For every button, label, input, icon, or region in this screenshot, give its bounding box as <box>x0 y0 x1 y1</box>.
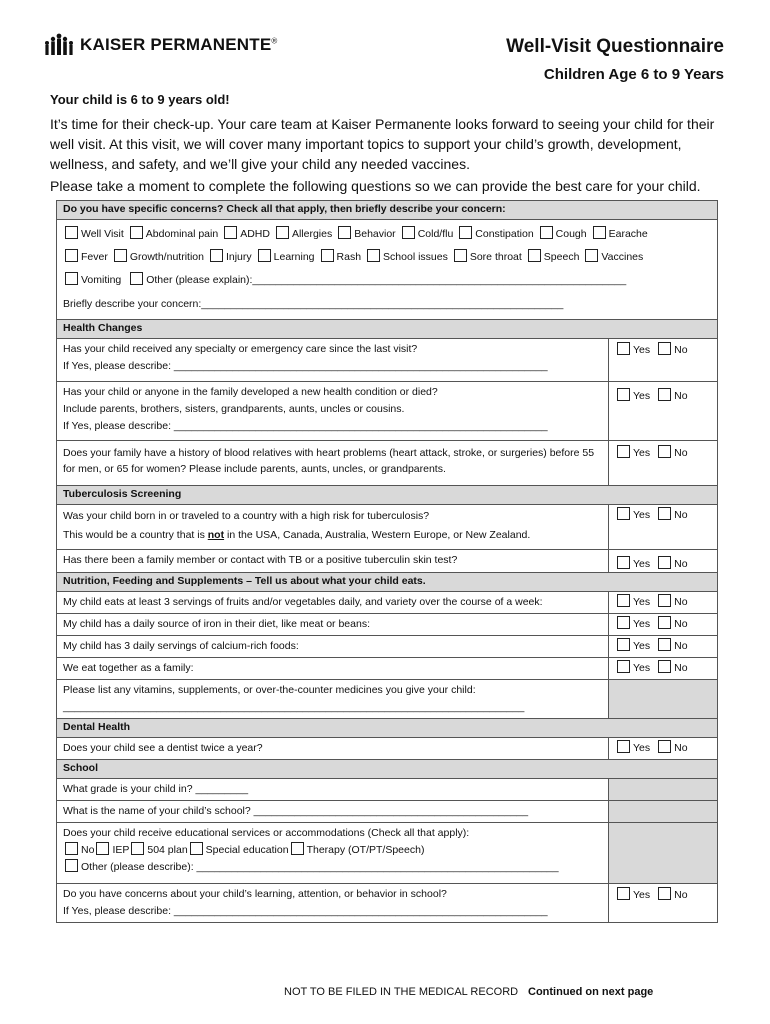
checkbox-icon[interactable] <box>367 249 380 262</box>
specialty-care-describe-field[interactable]: If Yes, please describe: ________________________________________________________________ <box>63 360 548 372</box>
yes-no-group <box>609 592 718 614</box>
question-iron-source: My child has a daily source of iron in their diet, like meat or beans: <box>63 618 370 630</box>
no-option[interactable] <box>656 596 687 608</box>
checkbox-yes-icon[interactable] <box>617 594 630 607</box>
yes-no-group <box>609 339 718 382</box>
learning-concerns-describe-field[interactable]: If Yes, please describe: ________________________________________________________________ <box>63 905 548 917</box>
yes-no-group <box>609 884 718 923</box>
yes-no-group <box>609 550 718 573</box>
checkbox-other-concern[interactable] <box>130 272 143 285</box>
option-label: Speech <box>543 251 580 263</box>
option-vaccines[interactable] <box>583 251 643 263</box>
option-iep[interactable] <box>94 844 129 856</box>
option-no[interactable] <box>63 844 94 856</box>
yes-label: Yes <box>633 509 651 521</box>
question-row <box>57 614 718 636</box>
no-option[interactable] <box>656 558 687 570</box>
no-option[interactable] <box>656 742 687 754</box>
no-label: No <box>674 618 688 630</box>
document-title: Well-Visit Questionnaire <box>506 36 724 57</box>
option-label: No <box>81 844 95 856</box>
option-label: Behavior <box>354 228 396 240</box>
option-earache[interactable] <box>591 228 648 240</box>
option-fever[interactable] <box>63 251 108 263</box>
checkbox-icon[interactable] <box>131 842 144 855</box>
yes-option[interactable] <box>615 390 650 402</box>
yes-label: Yes <box>633 390 651 402</box>
yes-no-group <box>609 614 718 636</box>
question-new-condition-note: Include parents, brothers, sisters, grandparents, aunts, uncles or cousins. <box>63 403 405 415</box>
option-label: School issues <box>383 251 448 263</box>
option-label: Vomiting <box>81 274 122 286</box>
question-specialty-care: Has your child received any specialty or emergency care since the last visit? <box>63 343 418 355</box>
option-cold-flu[interactable] <box>400 228 454 240</box>
yes-option[interactable] <box>615 640 650 652</box>
question-row <box>57 779 718 801</box>
option-label: Allergies <box>291 228 333 240</box>
shaded-cell <box>609 779 718 801</box>
yes-label: Yes <box>633 344 651 356</box>
option-label: Cough <box>555 228 587 240</box>
yes-option[interactable] <box>615 344 650 356</box>
no-label: No <box>674 889 688 901</box>
yes-label: Yes <box>633 596 651 608</box>
checkbox-icon[interactable] <box>454 249 467 262</box>
yes-no-group <box>609 738 718 760</box>
option-allergies[interactable] <box>274 228 332 240</box>
document-subtitle: Children Age 6 to 9 Years <box>543 66 724 83</box>
option-well-visit[interactable] <box>63 228 124 240</box>
section-concerns-header: Do you have specific concerns? Check all that apply, then briefly describe your concern: <box>57 201 718 220</box>
question-tb-country: Was your child born in or traveled to a country with a high risk for tuberculosis? <box>63 510 430 522</box>
option-label: IEP <box>112 844 130 856</box>
supplements-field[interactable]: _______________________________________________________________________________ <box>63 701 525 713</box>
checkbox-yes-icon[interactable] <box>617 638 630 651</box>
yes-option[interactable] <box>615 558 650 570</box>
checkbox-no-icon[interactable] <box>658 445 671 458</box>
checkbox-no-icon[interactable] <box>658 342 671 355</box>
yes-no-group <box>609 441 718 486</box>
option-label: Vaccines <box>601 251 644 263</box>
option-school-issues[interactable] <box>365 251 448 263</box>
option-behavior[interactable] <box>336 228 395 240</box>
checkbox-yes-icon[interactable] <box>617 660 630 673</box>
question-school-name-field[interactable]: What is the name of your child’s school? _______________________________________________ <box>63 805 529 817</box>
checkbox-no-icon[interactable] <box>658 887 671 900</box>
yes-option[interactable] <box>615 742 650 754</box>
option-label: Therapy (OT/PT/Speech) <box>306 844 425 856</box>
checkbox-no-icon[interactable] <box>658 638 671 651</box>
checkbox-icon[interactable] <box>65 226 78 239</box>
question-calcium: My child has 3 daily servings of calcium-rich foods: <box>63 640 299 652</box>
checkbox-no-icon[interactable] <box>658 616 671 629</box>
checkbox-yes-icon[interactable] <box>617 445 630 458</box>
question-row <box>57 738 718 760</box>
checkbox-no-icon[interactable] <box>658 507 671 520</box>
yes-no-group <box>609 636 718 658</box>
checkbox-icon[interactable] <box>114 249 127 262</box>
option-label: Special education <box>205 844 289 856</box>
question-learning-concerns: Do you have concerns about your child’s learning, attention, or behavior in school? <box>63 888 447 900</box>
checkbox-vomiting[interactable] <box>65 272 78 285</box>
intro-heading: Your child is 6 to 9 years old! <box>50 92 230 107</box>
yes-label: Yes <box>633 742 651 754</box>
option-label: ADHD <box>240 228 270 240</box>
option-adhd[interactable] <box>222 228 270 240</box>
question-row <box>57 801 718 823</box>
yes-label: Yes <box>633 640 651 652</box>
question-row <box>57 505 718 550</box>
checkbox-icon[interactable] <box>210 249 223 262</box>
yes-no-group <box>609 658 718 680</box>
checkbox-icon[interactable] <box>258 249 271 262</box>
question-row <box>57 441 718 486</box>
question-supplements: Please list any vitamins, supplements, or over-the-counter medicines you give your child: <box>63 684 476 696</box>
describe-concern-field[interactable]: Briefly describe your concern:______________________________________________________________ <box>63 298 564 310</box>
intro-instructions: Please take a moment to complete the following questions so we can provide the best care for your child. <box>50 178 701 194</box>
option-label: Cold/flu <box>417 228 454 240</box>
yes-option[interactable] <box>615 618 650 630</box>
checkbox-icon[interactable] <box>291 842 304 855</box>
option-label: Well Visit <box>81 228 124 240</box>
section-school-header: School <box>57 760 718 779</box>
kaiser-permanente-logo-icon <box>44 33 74 57</box>
checkbox-icon[interactable] <box>593 226 606 239</box>
no-label: No <box>674 344 688 356</box>
no-option[interactable] <box>656 889 687 901</box>
shaded-cell <box>609 680 718 719</box>
no-label: No <box>674 509 688 521</box>
section-dental-header: Dental Health <box>57 719 718 738</box>
other-concern-field[interactable]: Other (please explain):________________________________________________________________ <box>146 274 627 286</box>
question-row <box>57 592 718 614</box>
yes-label: Yes <box>633 662 651 674</box>
section-health-changes-header: Health Changes <box>57 320 718 339</box>
new-condition-describe-field[interactable]: If Yes, please describe: ________________________________________________________________ <box>63 420 548 432</box>
yes-label: Yes <box>633 447 651 459</box>
no-option[interactable] <box>656 640 687 652</box>
option-injury[interactable] <box>208 251 252 263</box>
question-heart-history: Does your family have a history of blood relatives with heart problems (heart attack, stroke, or surgeries) before 55 for men, or 65 for women? Please include parents, aunts, uncles, or grandparents. <box>63 447 595 475</box>
option-504-plan[interactable] <box>129 844 187 856</box>
question-row <box>57 884 718 923</box>
checkbox-no-icon[interactable] <box>658 660 671 673</box>
option-label: Earache <box>608 228 648 240</box>
question-tb-country-note: This would be a country that is not in the USA, Canada, Australia, Western Europe, or New Zealand. <box>63 529 531 541</box>
no-option[interactable] <box>656 344 687 356</box>
option-growth-nutrition[interactable] <box>112 251 204 263</box>
questionnaire-table <box>56 200 718 923</box>
yes-option[interactable] <box>615 596 650 608</box>
shaded-cell <box>609 823 718 884</box>
checkbox-yes-icon[interactable] <box>617 740 630 753</box>
checkbox-no-icon[interactable] <box>658 556 671 569</box>
checkbox-no-icon[interactable] <box>658 740 671 753</box>
footer-notice: NOT TO BE FILED IN THE MEDICAL RECORD <box>284 986 519 998</box>
question-row <box>57 823 718 884</box>
question-educational-services: Does your child receive educational services or accommodations (Check all that apply): <box>63 827 470 839</box>
checkbox-yes-icon[interactable] <box>617 887 630 900</box>
checkbox-yes-icon[interactable] <box>617 388 630 401</box>
option-abdominal-pain[interactable] <box>128 228 218 240</box>
brand-name: KAISER PERMANENTE® <box>80 35 278 54</box>
checkbox-icon[interactable] <box>190 842 203 855</box>
checkbox-icon[interactable] <box>459 226 472 239</box>
yes-option[interactable] <box>615 889 650 901</box>
question-row <box>57 382 718 441</box>
no-option[interactable] <box>656 662 687 674</box>
checkbox-icon[interactable] <box>540 226 553 239</box>
checkbox-icon[interactable] <box>96 842 109 855</box>
checkbox-icon[interactable] <box>224 226 237 239</box>
brand-logo <box>44 33 277 57</box>
no-option[interactable] <box>656 390 687 402</box>
yes-option[interactable] <box>615 662 650 674</box>
option-label: Learning <box>273 251 315 263</box>
option-special-education[interactable] <box>188 844 289 856</box>
option-label: Abdominal pain <box>145 228 219 240</box>
question-row <box>57 680 718 719</box>
option-label: 504 plan <box>147 844 188 856</box>
option-sore-throat[interactable] <box>452 251 522 263</box>
yes-option[interactable] <box>615 447 650 459</box>
question-dentist: Does your child see a dentist twice a year? <box>63 742 263 754</box>
checkbox-icon[interactable] <box>130 226 143 239</box>
section-nutrition-header: Nutrition, Feeding and Supplements – Tell us about what your child eats. <box>57 573 718 592</box>
intro-paragraph: It’s time for their check-up. Your care team at Kaiser Permanente looks forward to seeing your child for their well visit. At this visit, we will cover many important topics to support your child’s growth, development, wellness, and safety, and we’ll give your child any needed vaccines. <box>50 116 715 172</box>
checkbox-icon[interactable] <box>528 249 541 262</box>
section-tuberculosis-header: Tuberculosis Screening <box>57 486 718 505</box>
question-fruits-vegetables: My child eats at least 3 servings of fruits and/or vegetables daily, and variety over the course of a week: <box>63 596 543 608</box>
concern-options-row-2 <box>63 246 711 269</box>
question-grade-field[interactable]: What grade is your child in? _________ <box>63 783 249 795</box>
checkbox-icon[interactable] <box>276 226 289 239</box>
no-option[interactable] <box>656 447 687 459</box>
yes-label: Yes <box>633 889 651 901</box>
yes-no-group <box>609 505 718 550</box>
checkbox-icon[interactable] <box>402 226 415 239</box>
no-label: No <box>674 390 688 402</box>
no-label: No <box>674 742 688 754</box>
question-row <box>57 550 718 573</box>
footer-continued: Continued on next page <box>528 986 654 998</box>
other-service-field[interactable]: Other (please describe): ______________________________________________________________ <box>81 861 559 873</box>
checkbox-yes-icon[interactable] <box>617 342 630 355</box>
option-therapy-ot-pt-speech[interactable] <box>289 844 425 856</box>
checkbox-icon[interactable] <box>65 842 78 855</box>
option-label: Growth/nutrition <box>129 251 204 263</box>
option-rash[interactable] <box>319 251 362 263</box>
concerns-section <box>57 220 718 320</box>
option-label: Constipation <box>475 228 534 240</box>
no-label: No <box>674 662 688 674</box>
option-label: Injury <box>225 251 252 263</box>
checkbox-icon[interactable] <box>585 249 598 262</box>
option-learning[interactable] <box>256 251 315 263</box>
option-label: Rash <box>336 251 362 263</box>
checkbox-yes-icon[interactable] <box>617 616 630 629</box>
yes-label: Yes <box>633 618 651 630</box>
question-row <box>57 339 718 382</box>
yes-option[interactable] <box>615 509 650 521</box>
educational-services-other <box>63 859 602 876</box>
checkbox-icon[interactable] <box>338 226 351 239</box>
option-label: Sore throat <box>469 251 522 263</box>
checkbox-no-icon[interactable] <box>658 594 671 607</box>
checkbox-icon[interactable] <box>65 249 78 262</box>
option-cough[interactable] <box>538 228 587 240</box>
question-family-meals: We eat together as a family: <box>63 662 194 674</box>
checkbox-yes-icon[interactable] <box>617 507 630 520</box>
option-speech[interactable] <box>526 251 580 263</box>
concern-options-row-1 <box>63 223 711 246</box>
checkbox-no-icon[interactable] <box>658 388 671 401</box>
shaded-cell <box>609 801 718 823</box>
checkbox-icon[interactable] <box>321 249 334 262</box>
educational-services-options <box>63 842 602 859</box>
question-tb-contact: Has there been a family member or contact with TB or a positive tuberculin skin test? <box>63 554 458 566</box>
no-option[interactable] <box>656 618 687 630</box>
yes-no-group <box>609 382 718 441</box>
no-option[interactable] <box>656 509 687 521</box>
checkbox-yes-icon[interactable] <box>617 556 630 569</box>
no-label: No <box>674 640 688 652</box>
no-label: No <box>674 447 688 459</box>
checkbox-other-service[interactable] <box>65 859 78 872</box>
concern-options-row-3 <box>63 269 711 292</box>
option-constipation[interactable] <box>457 228 533 240</box>
option-label: Fever <box>81 251 108 263</box>
question-row <box>57 636 718 658</box>
question-new-condition: Has your child or anyone in the family developed a new health condition or died? <box>63 386 438 398</box>
question-row <box>57 658 718 680</box>
no-label: No <box>674 596 688 608</box>
no-label: No <box>674 558 688 570</box>
yes-label: Yes <box>633 558 651 570</box>
